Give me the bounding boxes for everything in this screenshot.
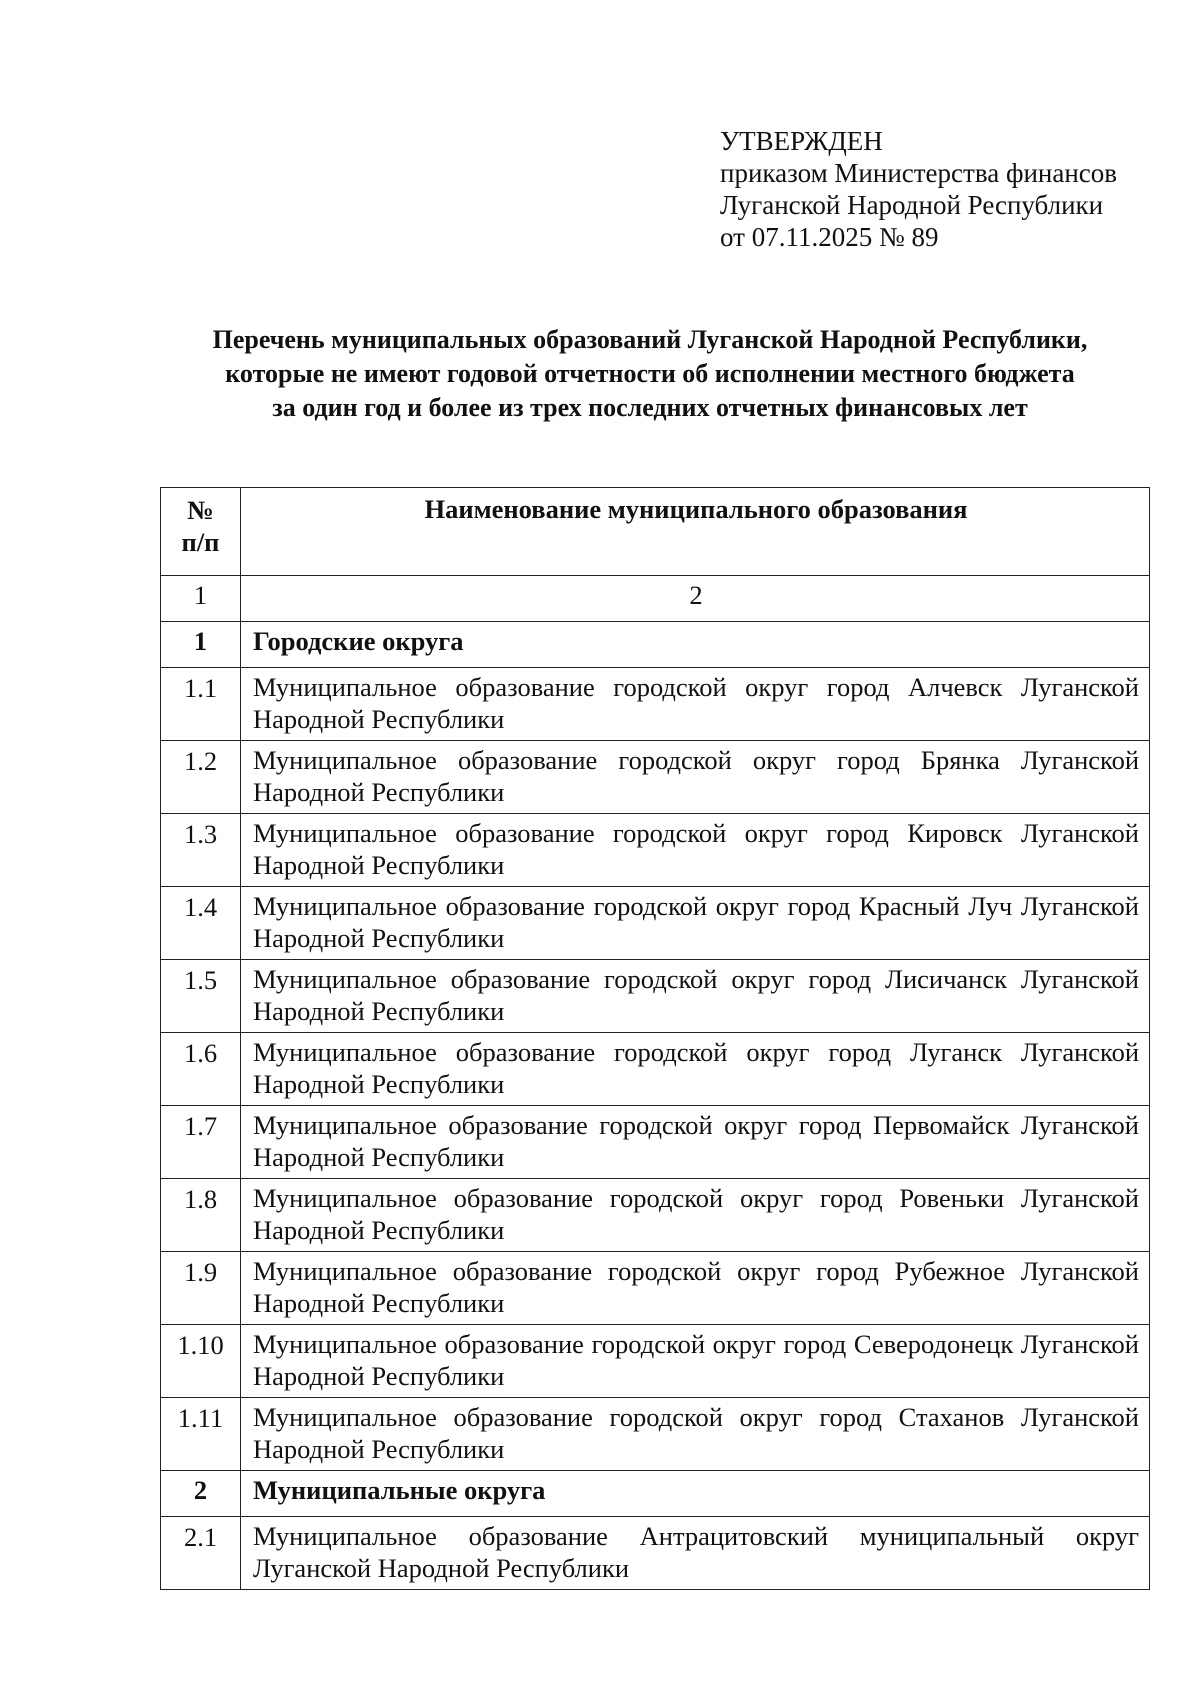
table-row — [161, 741, 1150, 814]
section-row — [161, 622, 1150, 668]
approval-order-line: приказом Министерства финансов — [720, 158, 1118, 188]
municipality-name: Муниципальное образование городской округ город Лисичанск Луганской Народной Республики — [241, 960, 1150, 1033]
row-number: 1.9 — [161, 1252, 241, 1325]
table-row — [161, 960, 1150, 1033]
table-row — [161, 814, 1150, 887]
header-number-cell — [161, 488, 241, 576]
header-name-cell: Наименование муниципального образования — [241, 488, 1150, 576]
municipality-name: Муниципальное образование городской округ город Первомайск Луганской Народной Республики — [241, 1106, 1150, 1179]
municipality-name: Муниципальное образование городской округ город Брянка Луганской Народной Республики — [241, 741, 1150, 814]
municipality-name: Муниципальное образование Антрацитовский муниципальный округ Луганской Народной Республики — [241, 1517, 1150, 1590]
column-index-2: 2 — [241, 576, 1150, 622]
row-number: 1.7 — [161, 1106, 241, 1179]
table-row — [161, 1517, 1150, 1590]
municipality-name: Муниципальное образование городской округ город Ровеньки Луганской Народной Республики — [241, 1179, 1150, 1252]
table-row — [161, 1398, 1150, 1471]
section-title: Муниципальные округа — [241, 1471, 1150, 1517]
municipality-name: Муниципальное образование городской округ город Стаханов Луганской Народной Республики — [241, 1398, 1150, 1471]
table-row — [161, 1179, 1150, 1252]
row-number: 1.2 — [161, 741, 241, 814]
document-title — [150, 323, 1150, 425]
column-index-row — [161, 576, 1150, 622]
municipality-name: Муниципальное образование городской округ город Северодонецк Луганской Народной Республики — [241, 1325, 1150, 1398]
column-index-1: 1 — [161, 576, 241, 622]
title-line-2: которые не имеют годовой отчетности об исполнении местного бюджета — [225, 359, 1075, 388]
table-row — [161, 887, 1150, 960]
municipalities-table — [160, 487, 1150, 1590]
section-number: 2 — [161, 1471, 241, 1517]
title-line-1: Перечень муниципальных образований Луганской Народной Республики, — [212, 325, 1088, 354]
row-number: 1.1 — [161, 668, 241, 741]
approval-republic-line: Луганской Народной Республики — [720, 190, 1104, 220]
table-row — [161, 1252, 1150, 1325]
header-number-abbr: п/п — [181, 527, 220, 557]
row-number: 1.3 — [161, 814, 241, 887]
table-header-row — [161, 488, 1150, 576]
row-number: 1.4 — [161, 887, 241, 960]
row-number: 1.11 — [161, 1398, 241, 1471]
section-number: 1 — [161, 622, 241, 668]
header-number-sign: № — [187, 495, 214, 525]
table-row — [161, 668, 1150, 741]
table-row — [161, 1033, 1150, 1106]
municipality-name: Муниципальное образование городской округ город Кировск Луганской Народной Республики — [241, 814, 1150, 887]
municipality-name: Муниципальное образование городской округ город Алчевск Луганской Народной Республики — [241, 668, 1150, 741]
approval-date-number: от 07.11.2025 № 89 — [720, 222, 939, 252]
row-number: 1.6 — [161, 1033, 241, 1106]
title-line-3: за один год и более из трех последних отчетных финансовых лет — [272, 393, 1028, 422]
approval-stamp — [720, 125, 1117, 253]
section-title: Городские округа — [241, 622, 1150, 668]
table-row — [161, 1325, 1150, 1398]
row-number: 1.8 — [161, 1179, 241, 1252]
municipality-name: Муниципальное образование городской округ город Рубежное Луганской Народной Республики — [241, 1252, 1150, 1325]
municipality-name: Муниципальное образование городской округ город Луганск Луганской Народной Республики — [241, 1033, 1150, 1106]
row-number: 2.1 — [161, 1517, 241, 1590]
section-row — [161, 1471, 1150, 1517]
municipality-name: Муниципальное образование городской округ город Красный Луч Луганской Народной Республики — [241, 887, 1150, 960]
row-number: 1.5 — [161, 960, 241, 1033]
approval-heading: УТВЕРЖДЕН — [720, 126, 883, 156]
table-row — [161, 1106, 1150, 1179]
row-number: 1.10 — [161, 1325, 241, 1398]
